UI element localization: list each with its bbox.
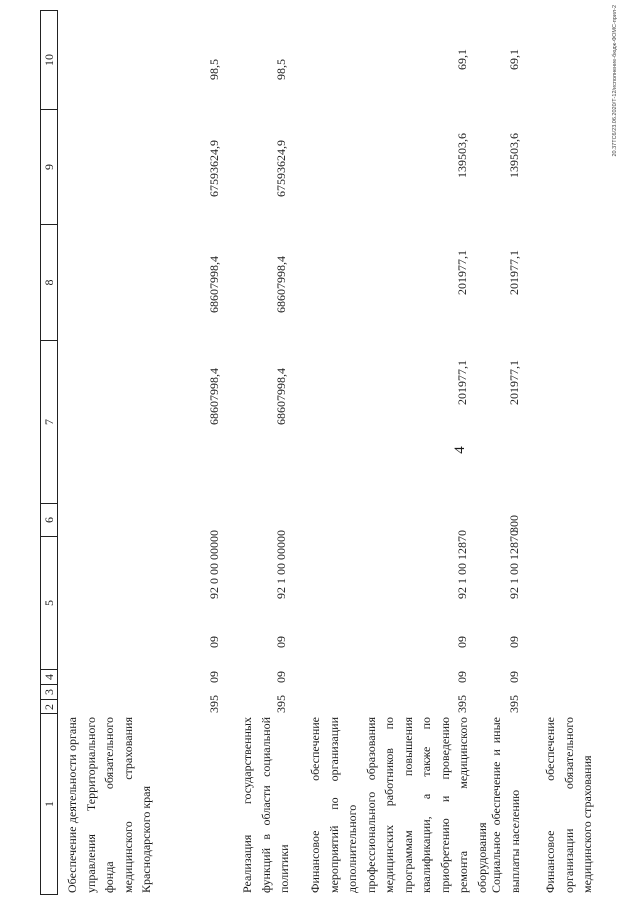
row-1-c7: 68607998,4 bbox=[207, 368, 221, 425]
row-4-name: Социальное обеспечение и иные выплаты населению bbox=[489, 717, 522, 893]
header-col-9: 9 bbox=[41, 109, 58, 224]
row-4-c3: 09 bbox=[507, 671, 521, 683]
row-2-c4: 09 bbox=[274, 636, 288, 648]
header-col-7: 7 bbox=[41, 340, 58, 503]
row-1-c8: 68607998,4 bbox=[207, 256, 221, 313]
row-1-c9: 67593624,9 bbox=[207, 140, 221, 197]
row-3-c8: 201977,1 bbox=[455, 250, 469, 295]
row-1-name: Обеспечение деятельности органа управления Территориального фонда обязательного медицинского страхования Краснодарского края bbox=[65, 717, 153, 893]
row-2-c8: 68607998,4 bbox=[274, 256, 288, 313]
row-2-name: Реализация государственных функций в области социальной политики bbox=[240, 717, 291, 893]
header-col-1: 1 bbox=[41, 713, 58, 895]
row-3-name: Финансовое обеспечение мероприятий по организации дополнительного профессионального образования медицинских работников по программам повышения квалификации, а также по приобретению и проведению ремонта медицинского оборудования bbox=[308, 717, 489, 893]
header-col-2: 2 bbox=[41, 699, 58, 714]
row-3-c5: 92 1 00 12870 bbox=[455, 530, 469, 599]
row-4-c9: 139503,6 bbox=[507, 133, 521, 178]
header-col-5: 5 bbox=[41, 536, 58, 669]
row-1-c3: 09 bbox=[207, 671, 221, 683]
budget-table bbox=[40, 10, 607, 895]
header-col-8: 8 bbox=[41, 224, 58, 340]
footer-code: 20.37ТС6/23.06.2020/Т-12/исполнение-бюдж-ФОМС-прил-2 bbox=[612, 5, 618, 157]
row-5-name: Финансовое обеспечение организации обязательного медицинского страхования bbox=[543, 717, 594, 893]
row-1-c5: 92 0 00 00000 bbox=[207, 530, 221, 599]
row-1-c2: 395 bbox=[207, 695, 221, 713]
row-3-c3: 09 bbox=[455, 671, 469, 683]
header-col-3: 3 bbox=[41, 684, 58, 699]
row-4-c5: 92 1 00 12870 bbox=[507, 530, 521, 599]
row-3-c10: 69,1 bbox=[455, 49, 469, 70]
row-2-c10: 98,5 bbox=[274, 59, 288, 80]
row-2-c3: 09 bbox=[274, 671, 288, 683]
row-4-c2: 395 bbox=[507, 695, 521, 713]
row-2-c7: 68607998,4 bbox=[274, 368, 288, 425]
row-1-c10: 98,5 bbox=[207, 59, 221, 80]
row-2-c5: 92 1 00 00000 bbox=[274, 530, 288, 599]
row-2-c9: 67593624,9 bbox=[274, 140, 288, 197]
row-3-c9: 139503,6 bbox=[455, 133, 469, 178]
row-4-c4: 09 bbox=[507, 636, 521, 648]
row-3-c4: 09 bbox=[455, 636, 469, 648]
row-3-c2: 395 bbox=[455, 695, 469, 713]
header-col-4: 4 bbox=[41, 669, 58, 684]
page-number: 4 bbox=[452, 446, 468, 454]
header-col-6: 6 bbox=[41, 503, 58, 536]
row-4-c7: 201977,1 bbox=[507, 360, 521, 405]
row-4-c6: 300 bbox=[507, 515, 521, 533]
row-3-c7: 201977,1 bbox=[455, 360, 469, 405]
header-col-10: 10 bbox=[41, 10, 58, 109]
row-1-c4: 09 bbox=[207, 636, 221, 648]
row-2-c2: 395 bbox=[274, 695, 288, 713]
row-4-c8: 201977,1 bbox=[507, 250, 521, 295]
row-4-c10: 69,1 bbox=[507, 49, 521, 70]
